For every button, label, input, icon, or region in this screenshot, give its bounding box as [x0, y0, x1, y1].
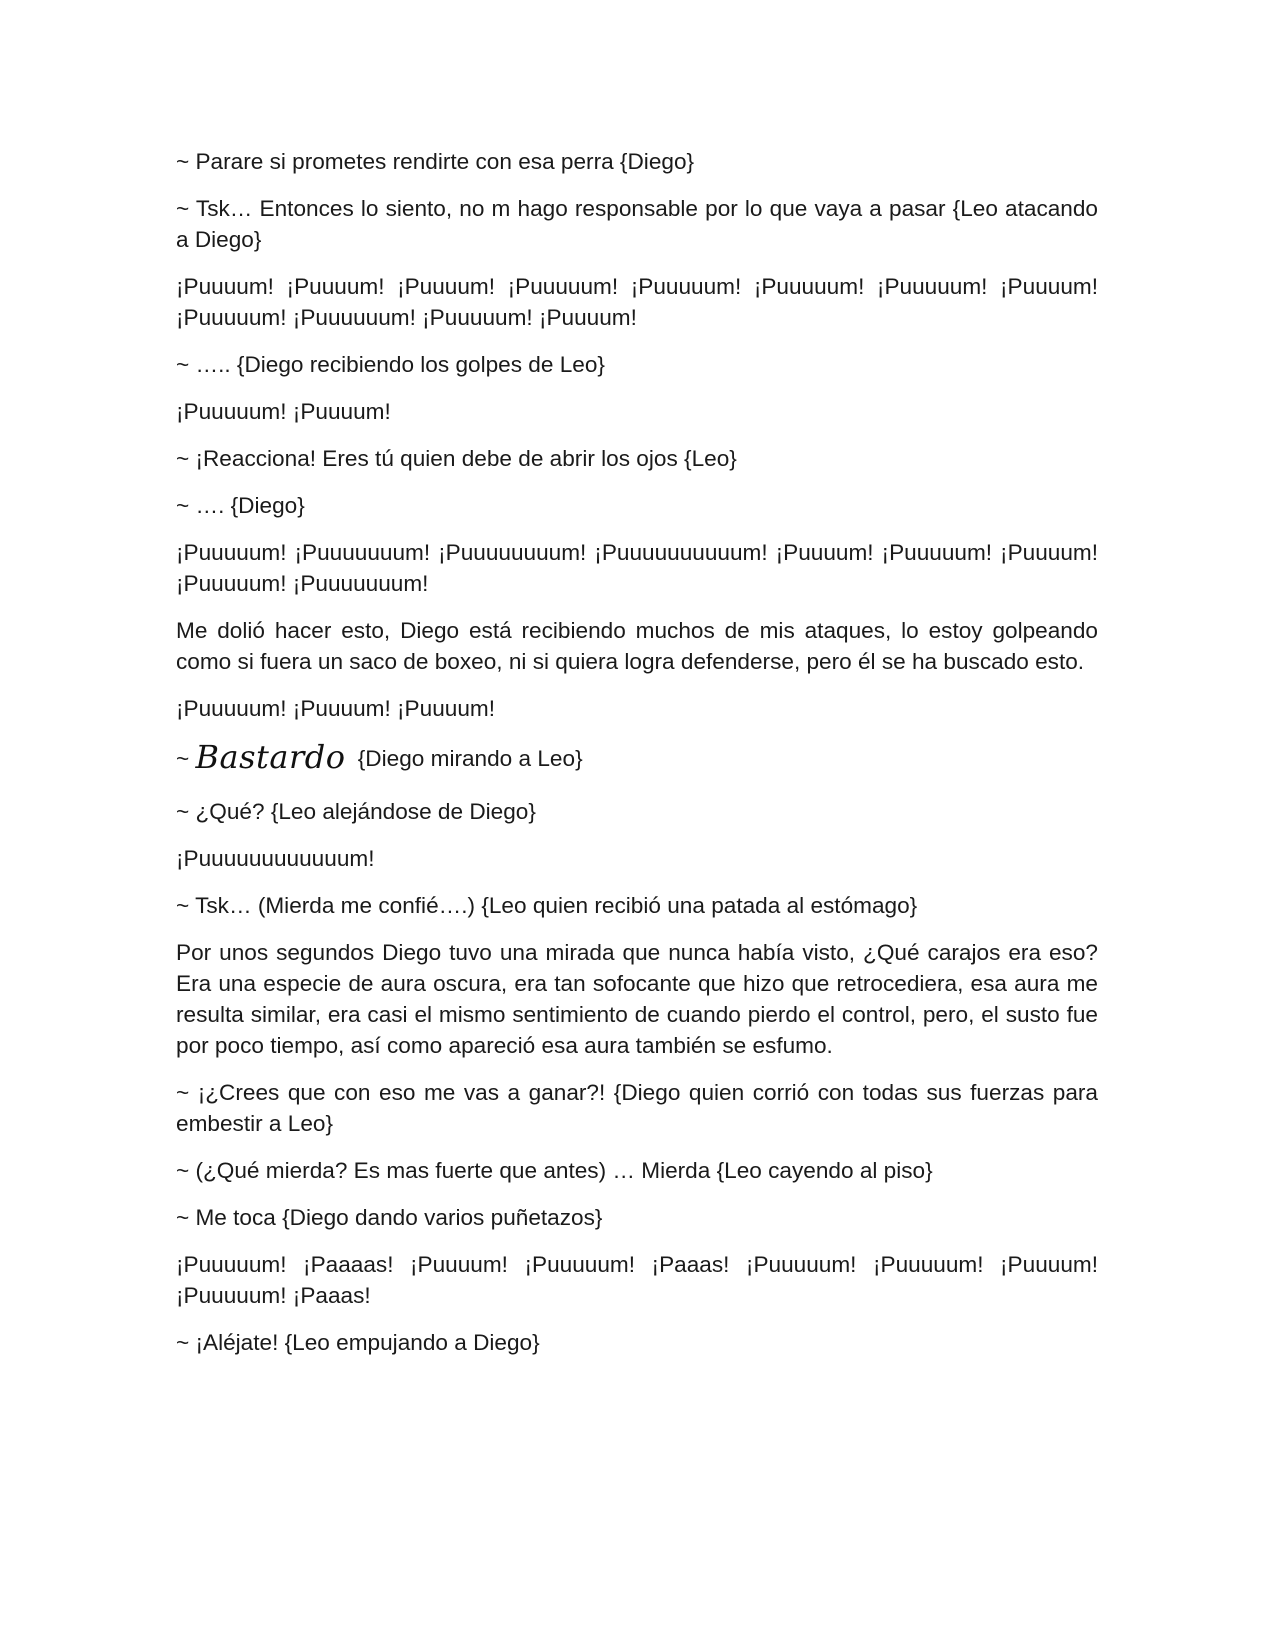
paragraph: ~ Me toca {Diego dando varios puñetazos} — [176, 1205, 603, 1230]
paragraph: ~ Tsk… (Mierda me confié….) {Leo quien recibió una patada al estómago} — [176, 893, 918, 918]
paragraph: ~ Parare si prometes rendirte con esa perra {Diego} — [176, 149, 695, 174]
paragraph: ~ ¡¿Crees que con eso me vas a ganar?! {Diego quien corrió con todas sus fuerzas para embestir a Leo} — [176, 1080, 1098, 1136]
document-page — [176, 146, 1098, 1374]
paragraph: ~ ¡Aléjate! {Leo empujando a Diego} — [176, 1330, 540, 1355]
paragraph: Por unos segundos Diego tuvo una mirada que nunca había visto, ¿Qué carajos era eso? Era una especie de aura oscura, era tan sofocante que hizo que retrocediera, esa aura me resulta similar, era casi el mismo sentimiento de cuando pierdo el control, pero, el susto fue por poco tiempo, así como apareció esa aura también se esfumo. — [176, 940, 1098, 1058]
dialogue-prefix: ~ — [176, 746, 190, 771]
paragraph: ¡Puuuuum! ¡Puuuum! ¡Puuuum! — [176, 696, 495, 721]
paragraph: ~ (¿Qué mierda? Es mas fuerte que antes) … Mierda {Leo cayendo al piso} — [176, 1158, 933, 1183]
stylized-word: Bastardo — [195, 738, 346, 776]
paragraph: ¡Puuuuum! ¡Puuuum! — [176, 399, 391, 424]
paragraph: ¡Puuuuum! ¡Puuuuuuum! ¡Puuuuuuuum! ¡Puuuuuuuuuum! ¡Puuuum! ¡Puuuuum! ¡Puuuum! ¡Puuuuum! ¡Puuuuuuum! — [176, 540, 1098, 596]
paragraph: ~ …. {Diego} — [176, 493, 305, 518]
paragraph: ~ ¡Reacciona! Eres tú quien debe de abrir los ojos {Leo} — [176, 446, 737, 471]
paragraph: ~ ¿Qué? {Leo alejándose de Diego} — [176, 799, 536, 824]
dialogue-suffix: {Diego mirando a Leo} — [357, 746, 583, 771]
paragraph: ~ Tsk… Entonces lo siento, no m hago responsable por lo que vaya a pasar {Leo atacando a Diego} — [176, 196, 1098, 252]
paragraph: ¡Puuuuum! ¡Paaaas! ¡Puuuum! ¡Puuuuum! ¡Paaas! ¡Puuuuum! ¡Puuuuum! ¡Puuuum! ¡Puuuuum! ¡Paaas! — [176, 1252, 1098, 1308]
paragraph: Me dolió hacer esto, Diego está recibiendo muchos de mis ataques, lo estoy golpeando como si fuera un saco de boxeo, ni si quiera logra defenderse, pero él se ha buscado esto. — [176, 618, 1098, 674]
paragraph: ¡Puuuuuuuuuuuum! — [176, 846, 375, 871]
paragraph: ~ ….. {Diego recibiendo los golpes de Leo} — [176, 352, 605, 377]
paragraph: ¡Puuuum! ¡Puuuum! ¡Puuuum! ¡Puuuuum! ¡Puuuuum! ¡Puuuuum! ¡Puuuuum! ¡Puuuum! ¡Puuuuum! ¡Puuuuuum! ¡Puuuuum! ¡Puuuum! — [176, 274, 1098, 330]
stylized-dialogue-line — [176, 738, 1098, 776]
